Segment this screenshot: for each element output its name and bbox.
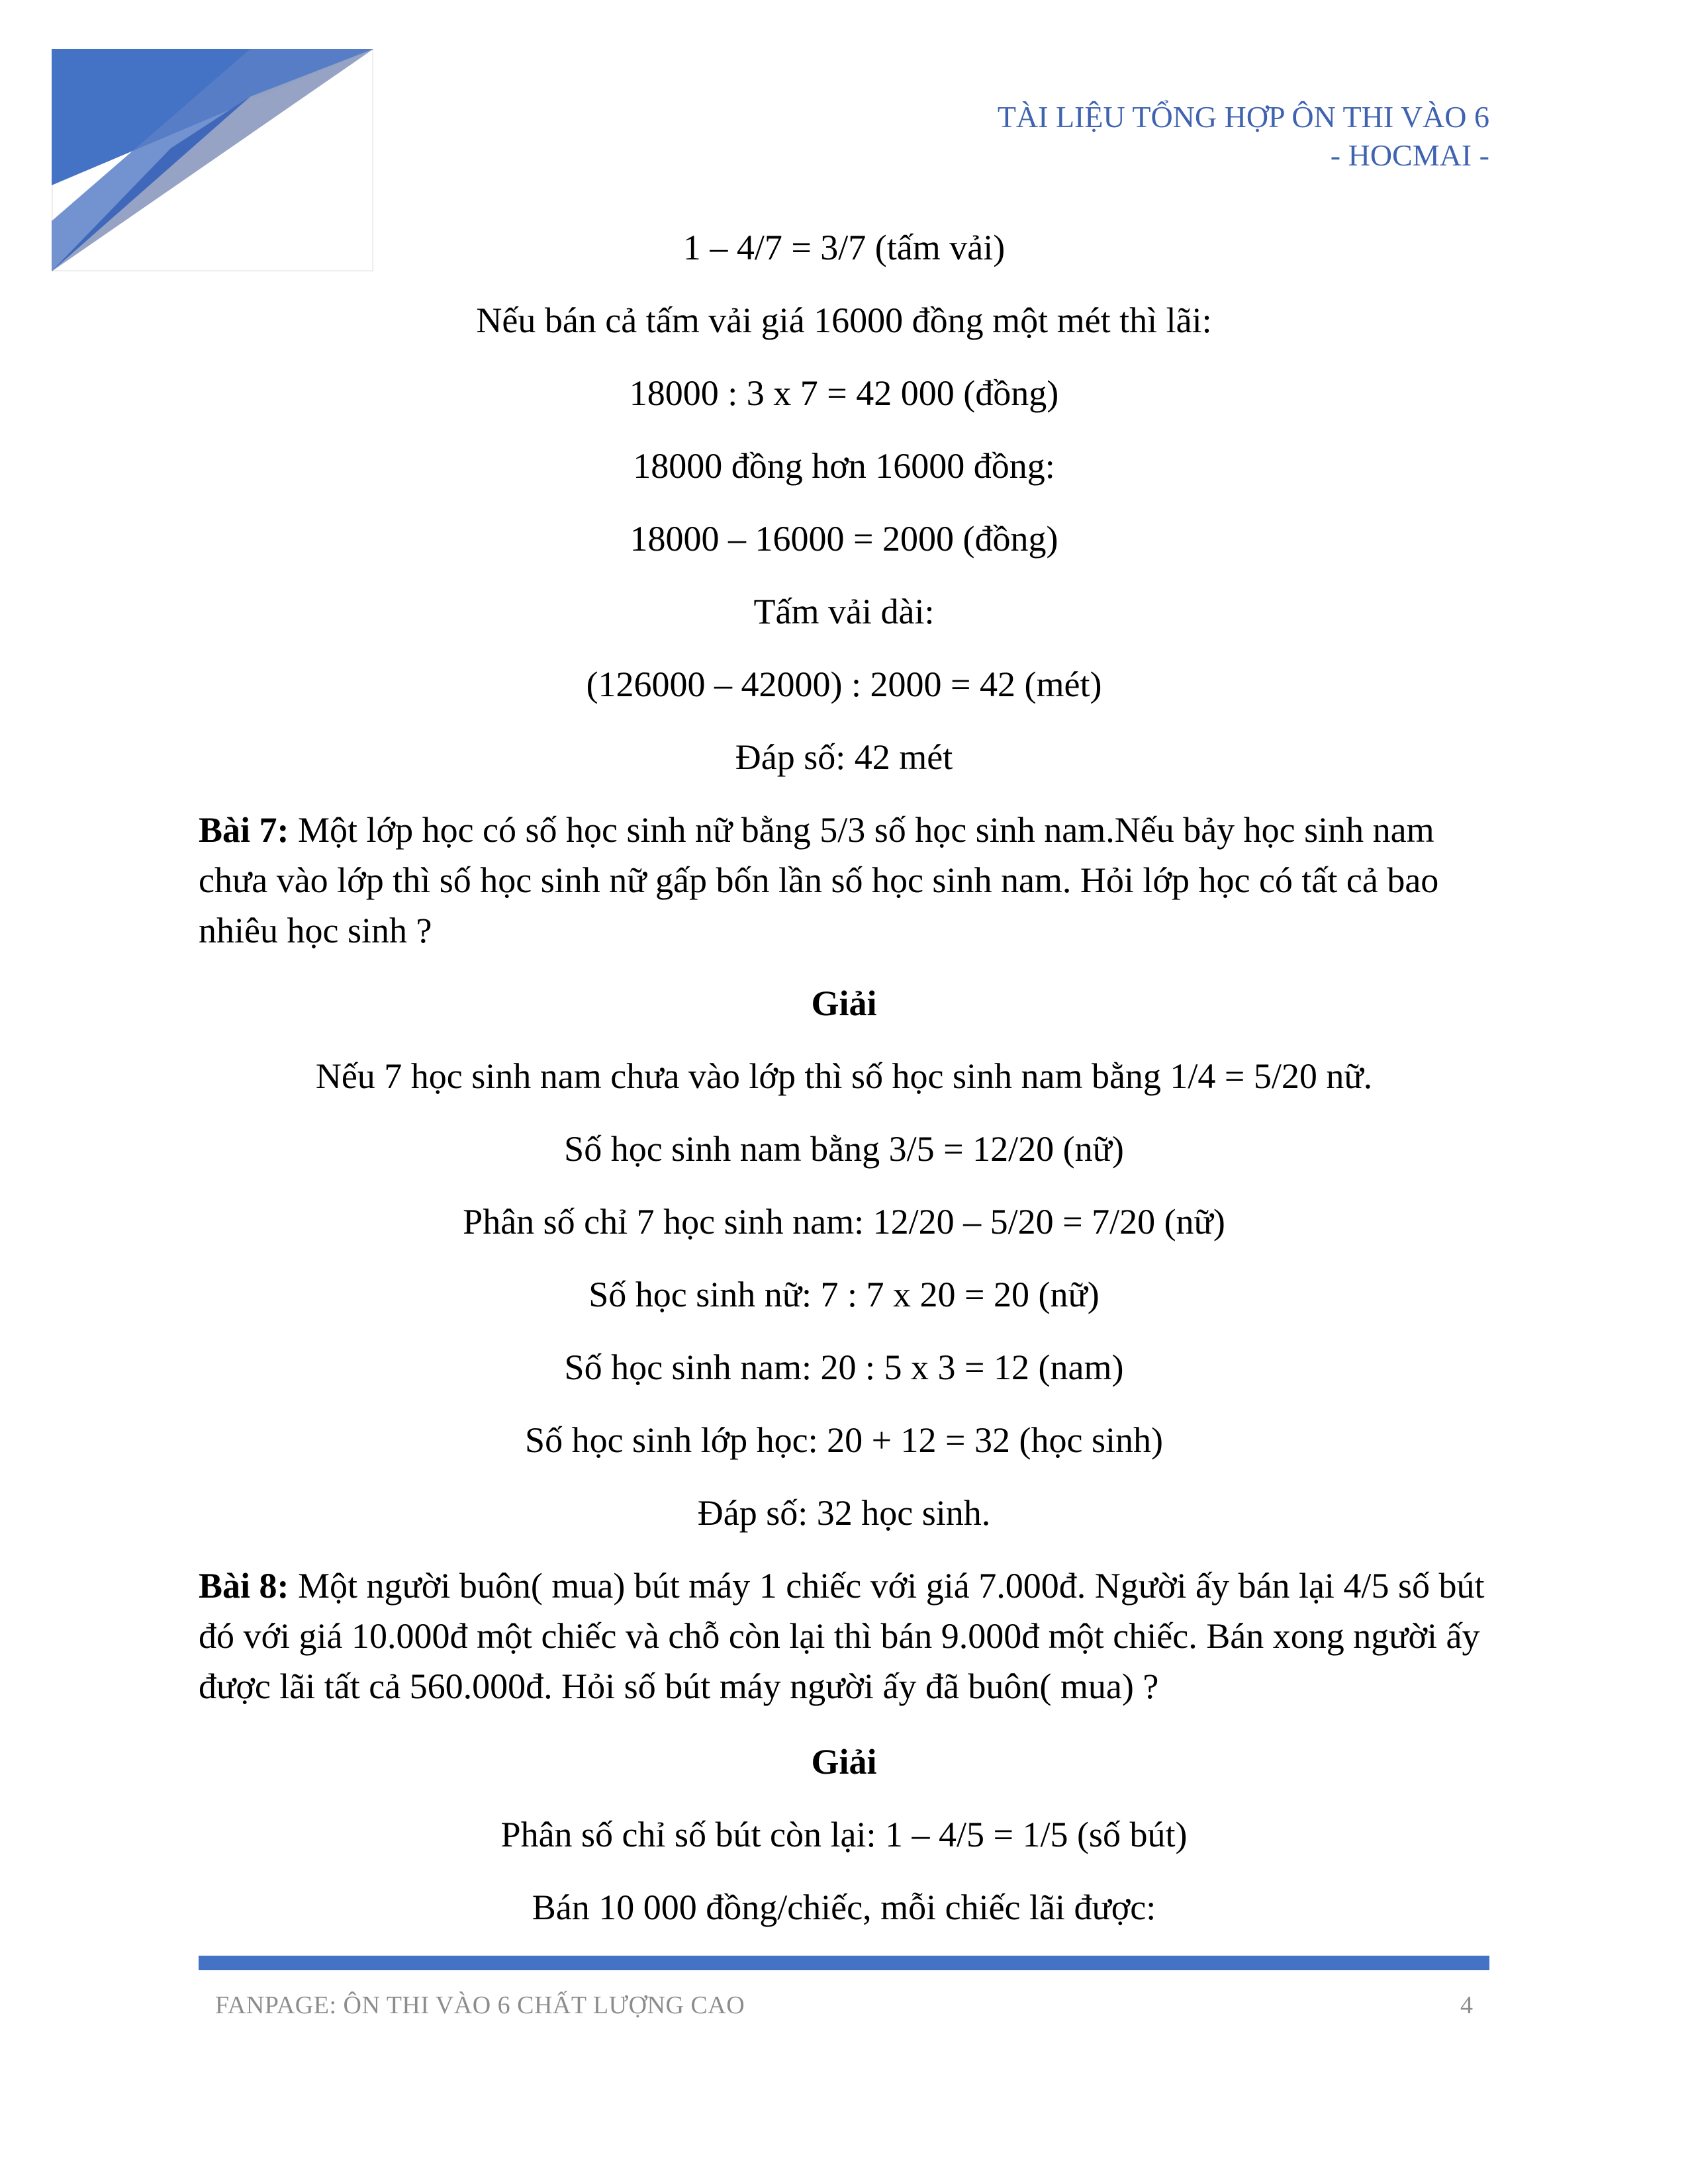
answer-line: Đáp số: 32 học sinh. xyxy=(697,1493,991,1533)
solution-line: Bán 10 000 đồng/chiếc, mỗi chiếc lãi được: xyxy=(532,1888,1156,1927)
solution-line: Số học sinh lớp học: 20 + 12 = 32 (học sinh) xyxy=(525,1420,1163,1460)
solution-line: (126000 – 42000) : 2000 = 42 (mét) xyxy=(586,664,1102,704)
solution-line: Nếu 7 học sinh nam chưa vào lớp thì số học sinh nam bằng 1/4 = 5/20 nữ. xyxy=(315,1056,1373,1096)
problem-8 xyxy=(199,1561,1489,1711)
document-header xyxy=(998,98,1489,175)
problem-8-text: Một người buôn( mua) bút máy 1 chiếc với giá 7.000đ. Người ấy bán lại 4/5 số bút đó với giá 10.000đ một chiếc và chỗ còn lại thì bán 9.000đ một chiếc. Bán xong người ấy được lãi tất cả 560.000đ. Hỏi số bút máy người ấy đã buôn( mua) ? xyxy=(199,1566,1485,1706)
solution-heading: Giải xyxy=(811,1742,877,1782)
answer-line: Đáp số: 42 mét xyxy=(735,737,953,777)
problem-8-label: Bài 8: xyxy=(199,1566,289,1606)
solution-line: Nếu bán cả tấm vải giá 16000 đồng một mét thì lãi: xyxy=(476,300,1212,340)
footer-divider xyxy=(199,1956,1489,1970)
solution-line: Phân số chỉ số bút còn lại: 1 – 4/5 = 1/5 (số bút) xyxy=(500,1815,1188,1854)
page-number: 4 xyxy=(1460,1991,1473,2019)
solution-line: Phân số chỉ 7 học sinh nam: 12/20 – 5/20 = 7/20 (nữ) xyxy=(463,1202,1225,1242)
solution-line: 18000 – 16000 = 2000 (đồng) xyxy=(630,519,1058,559)
header-brand: - HOCMAI - xyxy=(1330,138,1489,172)
solution-line: Số học sinh nữ: 7 : 7 x 20 = 20 (nữ) xyxy=(588,1275,1100,1314)
header-title: TÀI LIỆU TỔNG HỢP ÔN THI VÀO 6 xyxy=(997,100,1489,134)
solution-line: Tấm vải dài: xyxy=(753,592,935,631)
solution-line: 18000 đồng hơn 16000 đồng: xyxy=(633,446,1055,486)
problem-7-text: Một lớp học có số học sinh nữ bằng 5/3 số học sinh nam.Nếu bảy học sinh nam chưa vào lớp thì số học sinh nữ gấp bốn lần số học sinh nam. Hỏi lớp học có tất cả bao nhiêu học sinh ? xyxy=(199,810,1439,950)
footer-fanpage: FANPAGE: ÔN THI VÀO 6 CHẤT LƯỢNG CAO xyxy=(215,1991,745,2019)
problem-7-label: Bài 7: xyxy=(199,810,289,850)
problem-7 xyxy=(199,805,1489,956)
solution-heading: Giải xyxy=(811,983,877,1023)
solution-line: 1 – 4/7 = 3/7 (tấm vải) xyxy=(682,228,1006,267)
solution-line: Số học sinh nam: 20 : 5 x 3 = 12 (nam) xyxy=(564,1347,1124,1387)
solution-line: 18000 : 3 x 7 = 42 000 (đồng) xyxy=(629,373,1059,413)
solution-line: Số học sinh nam bằng 3/5 = 12/20 (nữ) xyxy=(564,1129,1124,1169)
